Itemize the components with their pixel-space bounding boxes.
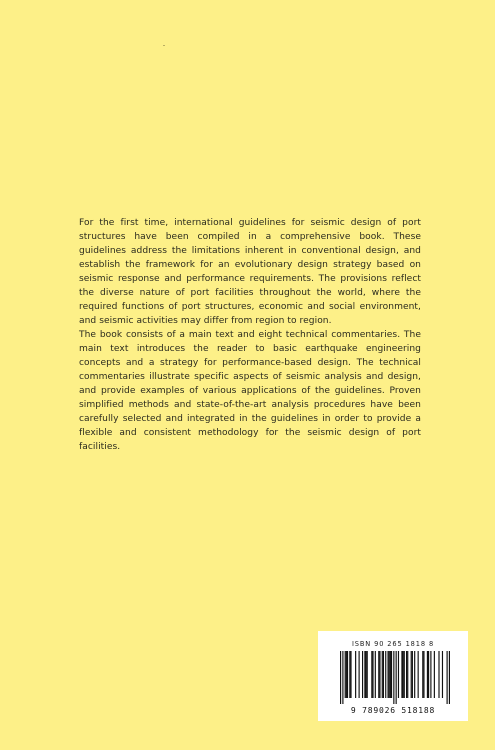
- barcode-bar: [398, 651, 399, 698]
- barcode-bar: [378, 651, 379, 698]
- description-text: [79, 216, 421, 454]
- barcode-bar: [407, 651, 408, 698]
- barcode-bar: [391, 651, 392, 698]
- barcode-bar: [349, 651, 350, 698]
- barcode-bar: [423, 651, 424, 698]
- barcode-bar: [342, 651, 343, 704]
- ean-digits: 9 789026 518188: [350, 706, 436, 715]
- barcode-bar: [371, 651, 372, 698]
- barcode-bar: [438, 651, 439, 698]
- barcode-bar: [387, 651, 388, 698]
- barcode-bar: [375, 651, 376, 698]
- description-paragraph-2: The book consists of a main text and eight technical commentaries. The main text introduces the reader to basic earthquake engineering concepts and a strategy for performance-based design. The technical commentaries illustrate specific aspects of seismic analysis and design, and provide examples of various applications of the guidelines. Proven simplified methods and state-of-the-art analysis procedures have been carefully selected and integrated in the guidelines in order to provide a flexible and consistent methodology for the seismic design of port facilities.: [79, 330, 421, 452]
- barcode-bar: [396, 651, 397, 704]
- description-paragraph-1: For the first time, international guidelines for seismic design of port structures have been compiled in a comprehensive book. These guidelines address the limitations inherent in conventional design, and establish the framework for an evolutionary design strategy based on seismic response and performance requirements. The provisions reflect the diverse nature of port facilities throughout the world, where the required functions of port structures, economic and social environment, and seismic activities may differ from region to region.: [79, 218, 421, 326]
- barcode-bar: [350, 651, 351, 698]
- barcode-bar: [427, 651, 428, 698]
- barcode-bar: [401, 651, 402, 698]
- barcode-bar: [355, 651, 356, 698]
- barcode-bar: [403, 651, 404, 698]
- barcode-bar: [362, 651, 363, 698]
- barcode-bar: [364, 651, 365, 698]
- barcode-bar: [418, 651, 419, 698]
- barcode-bar: [406, 651, 407, 698]
- barcode-bar: [359, 651, 360, 698]
- barcode-label: [318, 631, 468, 721]
- barcode-bar: [385, 651, 386, 698]
- barcode-bar: [404, 651, 405, 698]
- barcode-bar: [372, 651, 373, 698]
- barcode-bar: [383, 651, 384, 698]
- barcode-bar: [412, 651, 413, 698]
- print-speck: [163, 45, 165, 46]
- barcode-bar: [422, 651, 423, 698]
- barcode-bars: [340, 651, 450, 704]
- barcode-bar: [393, 651, 394, 704]
- barcode-bar: [346, 651, 347, 698]
- barcode-bar: [379, 651, 380, 698]
- barcode-bar: [447, 651, 448, 704]
- barcode-bar: [414, 651, 415, 698]
- barcode-bar: [390, 651, 391, 698]
- barcode-bar: [367, 651, 368, 698]
- barcode-bar: [365, 651, 366, 698]
- barcode-bar: [340, 651, 341, 704]
- barcode-bar: [434, 651, 435, 698]
- barcode-bar: [345, 651, 346, 698]
- barcode-bar: [382, 651, 383, 698]
- barcode-bar: [411, 651, 412, 698]
- barcode-bar: [389, 651, 390, 698]
- barcode-bar: [428, 651, 429, 698]
- barcode-bar: [442, 651, 443, 698]
- barcode-bar: [430, 651, 431, 698]
- barcode-bar: [449, 651, 450, 704]
- barcode-bar: [347, 651, 348, 698]
- isbn-number: ISBN 90 265 1818 8: [351, 640, 435, 648]
